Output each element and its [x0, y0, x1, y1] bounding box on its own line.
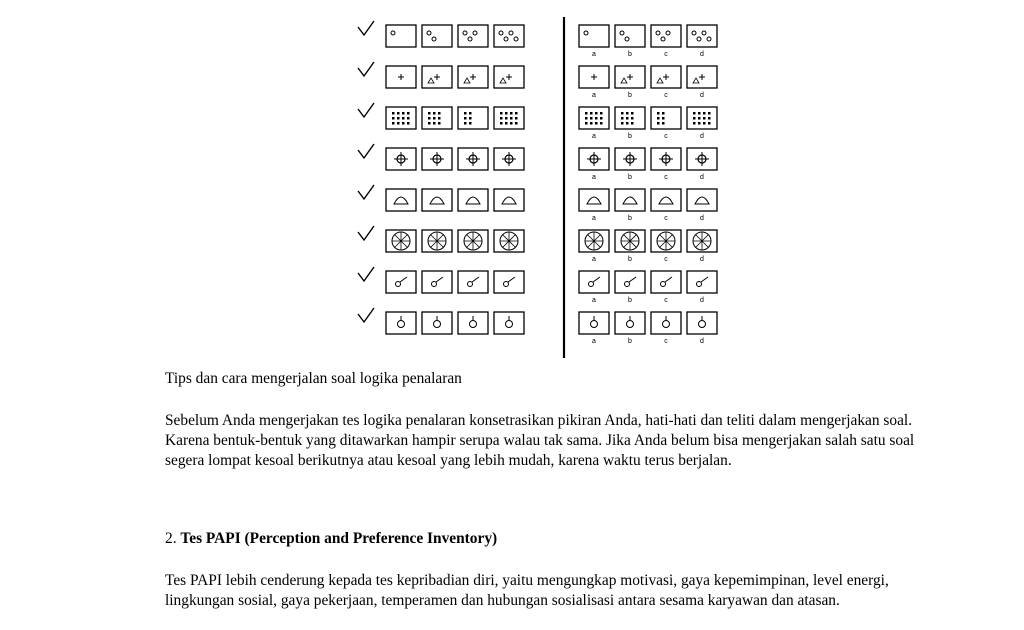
answer-option-cell — [579, 148, 609, 181]
figure-caption: Tips dan cara mengerjalan soal logika penalaran — [165, 370, 462, 387]
problem-cell — [422, 107, 452, 129]
answer-option-cell — [651, 230, 681, 263]
problem-cell — [458, 271, 488, 293]
answer-option-cell — [651, 66, 681, 99]
option-letter-label: a — [592, 338, 596, 345]
option-letter-label: a — [592, 51, 596, 58]
option-letter-label: b — [628, 215, 632, 222]
figure-row — [358, 185, 717, 222]
check-mark-icon — [358, 103, 374, 117]
figure-row — [358, 21, 717, 58]
problem-cell — [386, 107, 416, 129]
answer-option-cell — [651, 107, 681, 140]
option-letter-label: c — [664, 51, 668, 58]
check-mark-icon — [358, 185, 374, 199]
problem-cell — [422, 230, 452, 252]
answer-option-cell — [687, 66, 717, 99]
answer-option-cell — [651, 25, 681, 58]
option-letter-label: c — [664, 215, 668, 222]
option-letter-label: a — [592, 297, 596, 304]
answer-option-cell — [615, 25, 645, 58]
problem-cell — [494, 230, 524, 252]
problem-cell — [386, 230, 416, 252]
option-letter-label: c — [664, 297, 668, 304]
option-letter-label: d — [700, 51, 704, 58]
problem-cell — [386, 271, 416, 293]
figure-row — [358, 267, 717, 304]
problem-cell — [422, 148, 452, 170]
problem-cell — [458, 107, 488, 129]
figure-row — [358, 144, 717, 181]
answer-option-cell — [615, 230, 645, 263]
option-letter-label: b — [628, 297, 632, 304]
answer-option-cell — [615, 189, 645, 222]
answer-option-cell — [615, 312, 645, 345]
problem-cell — [494, 66, 524, 88]
check-mark-icon — [358, 62, 374, 76]
option-letter-label: b — [628, 133, 632, 140]
section-heading — [165, 529, 925, 549]
option-letter-label: a — [592, 133, 596, 140]
answer-option-cell — [651, 312, 681, 345]
problem-cell — [458, 148, 488, 170]
problem-cell — [422, 312, 452, 334]
check-mark-icon — [358, 308, 374, 322]
papi-paragraph: Tes PAPI lebih cenderung kepada tes kepribadian diri, yaitu mengungkap motivasi, gaya kepemimpinan, level energi, lingkungan sosial, gaya pekerjaan, temperamen dan hubungan sosialisasi antara sesama karyawan dan atasan. — [165, 572, 889, 609]
problem-cell — [386, 66, 416, 88]
problem-cell — [422, 66, 452, 88]
figure-row — [358, 103, 717, 140]
option-letter-label: b — [628, 51, 632, 58]
answer-option-cell — [579, 107, 609, 140]
figure-row — [358, 226, 717, 263]
option-letter-label: b — [628, 338, 632, 345]
answer-option-cell — [651, 148, 681, 181]
problem-cell — [458, 230, 488, 252]
option-letter-label: b — [628, 92, 632, 99]
option-letter-label: c — [664, 92, 668, 99]
check-mark-icon — [358, 226, 374, 240]
intro-paragraph: Sebelum Anda mengerjakan tes logika penalaran konsetrasikan pikiran Anda, hati-hati dan teliti dalam mengerjakan soal. Karena bentuk-bentuk yang ditawarkan hampir serupa walau tak sama. Jika Anda belum bisa mengerjakan salah satu soal segera lompat kesoal berikutnya atau kesoal yang lebih mudah, karena waktu terus berjalan. — [165, 412, 915, 469]
answer-option-cell — [579, 312, 609, 345]
problem-cell — [494, 312, 524, 334]
answer-option-cell — [651, 189, 681, 222]
answer-option-cell — [615, 148, 645, 181]
problem-cell — [494, 148, 524, 170]
problem-cell — [386, 25, 416, 47]
logic-test-figure — [352, 15, 747, 360]
option-letter-label: d — [700, 256, 704, 263]
option-letter-label: c — [664, 174, 668, 181]
option-letter-label: d — [700, 338, 704, 345]
option-letter-label: d — [700, 133, 704, 140]
problem-cell — [458, 25, 488, 47]
answer-option-cell — [687, 230, 717, 263]
option-letter-label: c — [664, 256, 668, 263]
option-letter-label: d — [700, 297, 704, 304]
answer-option-cell — [687, 189, 717, 222]
answer-option-cell — [687, 312, 717, 345]
problem-cell — [494, 189, 524, 211]
check-mark-icon — [358, 267, 374, 281]
logic-test-figure-svg — [352, 15, 747, 360]
answer-option-cell — [579, 271, 609, 304]
problem-cell — [422, 189, 452, 211]
option-letter-label: d — [700, 92, 704, 99]
option-letter-label: d — [700, 215, 704, 222]
answer-option-cell — [687, 107, 717, 140]
problem-cell — [494, 271, 524, 293]
option-letter-label: c — [664, 338, 668, 345]
answer-option-cell — [579, 25, 609, 58]
figure-row — [358, 62, 717, 99]
problem-cell — [494, 25, 524, 47]
answer-option-cell — [687, 148, 717, 181]
answer-option-cell — [579, 230, 609, 263]
option-letter-label: a — [592, 174, 596, 181]
problem-cell — [422, 25, 452, 47]
problem-cell — [422, 271, 452, 293]
problem-cell — [386, 312, 416, 334]
figure-row — [358, 308, 717, 345]
option-letter-label: d — [700, 174, 704, 181]
answer-option-cell — [615, 107, 645, 140]
option-letter-label: c — [664, 133, 668, 140]
option-letter-label: a — [592, 92, 596, 99]
check-mark-icon — [358, 144, 374, 158]
answer-option-cell — [687, 25, 717, 58]
answer-option-cell — [615, 66, 645, 99]
check-mark-icon — [358, 21, 374, 35]
option-letter-label: b — [628, 256, 632, 263]
problem-cell — [386, 189, 416, 211]
option-letter-label: a — [592, 215, 596, 222]
problem-cell — [458, 312, 488, 334]
problem-cell — [494, 107, 524, 129]
problem-cell — [386, 148, 416, 170]
option-letter-label: a — [592, 256, 596, 263]
answer-option-cell — [579, 189, 609, 222]
answer-option-cell — [579, 66, 609, 99]
answer-option-cell — [651, 271, 681, 304]
problem-cell — [458, 189, 488, 211]
answer-option-cell — [615, 271, 645, 304]
section-title: Tes PAPI (Perception and Preference Inventory) — [180, 530, 498, 547]
problem-cell — [458, 66, 488, 88]
answer-option-cell — [687, 271, 717, 304]
option-letter-label: b — [628, 174, 632, 181]
section-number: 2. — [165, 530, 177, 547]
